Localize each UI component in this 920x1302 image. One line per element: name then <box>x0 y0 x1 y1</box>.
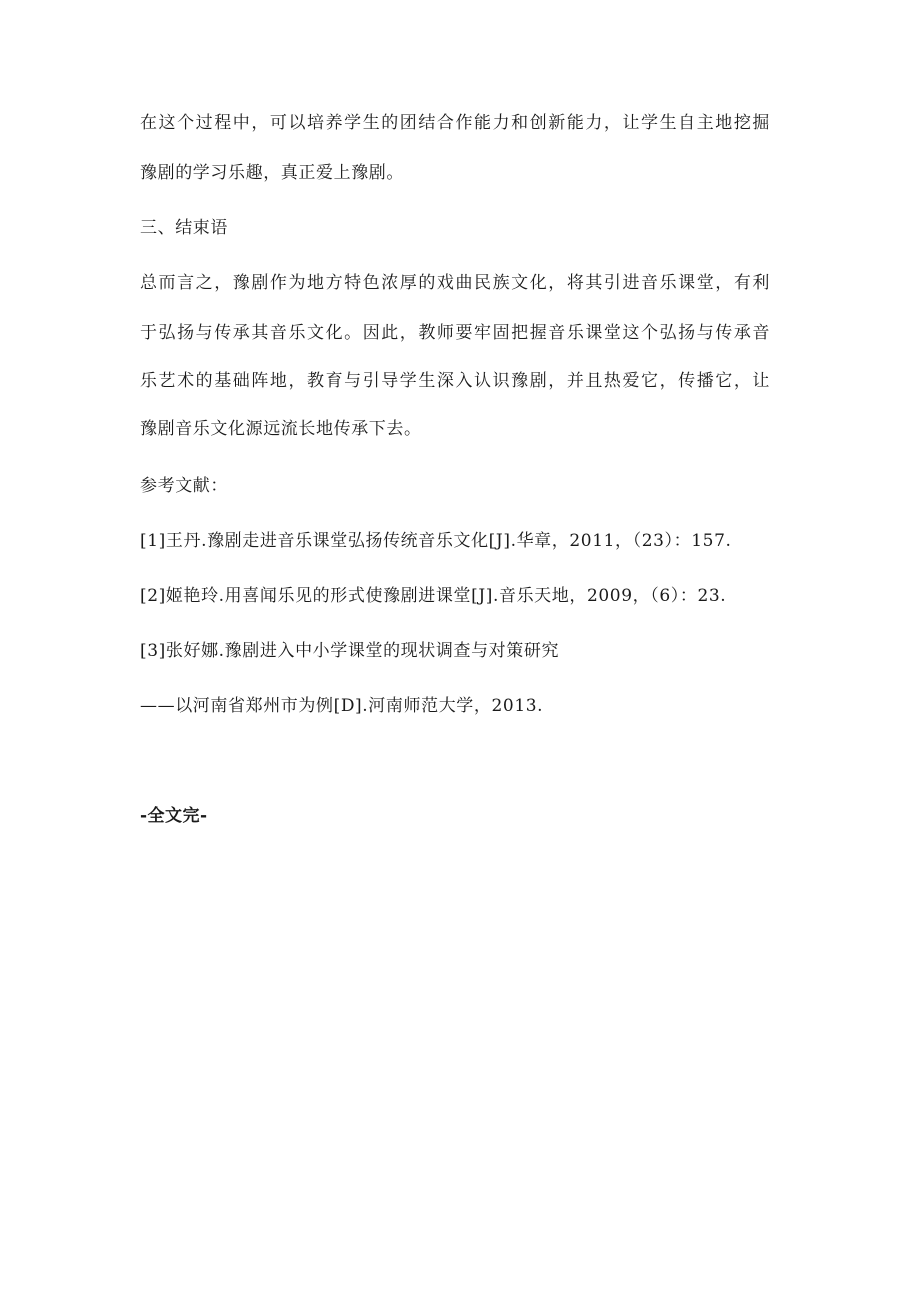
conclusion-line: 总而言之，豫剧作为地方特色浓厚的戏曲民族文化，将其引进音乐课堂，有利 <box>140 273 770 293</box>
conclusion-line: 于弘扬与传承其音乐文化。因此，教师要牢固把握音乐课堂这个弘扬与传承音 <box>140 323 770 343</box>
reference-item: [1]王丹.豫剧走进音乐课堂弘扬传统音乐文化[J].华章，2011，（23）：157. <box>140 531 732 551</box>
paragraph-line: 豫剧的学习乐趣，真正爱上豫剧。 <box>140 163 404 183</box>
section-heading: 三、结束语 <box>140 218 228 238</box>
reference-item-continuation: ——以河南省郑州市为例[D].河南师范大学，2013. <box>140 696 544 716</box>
end-of-text-mark: -全文完- <box>140 806 208 826</box>
conclusion-line: 豫剧音乐文化源远流长地传承下去。 <box>140 419 422 439</box>
conclusion-line: 乐艺术的基础阵地，教育与引导学生深入认识豫剧，并且热爱它，传播它，让 <box>140 371 770 391</box>
references-heading: 参考文献： <box>140 476 228 496</box>
reference-item: [2]姬艳玲.用喜闻乐见的形式使豫剧进课堂[J].音乐天地，2009，（6）：23. <box>140 586 727 606</box>
reference-item: [3]张好娜.豫剧进入中小学课堂的现状调查与对策研究 <box>140 641 560 661</box>
paragraph-line: 在这个过程中，可以培养学生的团结合作能力和创新能力，让学生自主地挖掘 <box>140 113 770 133</box>
